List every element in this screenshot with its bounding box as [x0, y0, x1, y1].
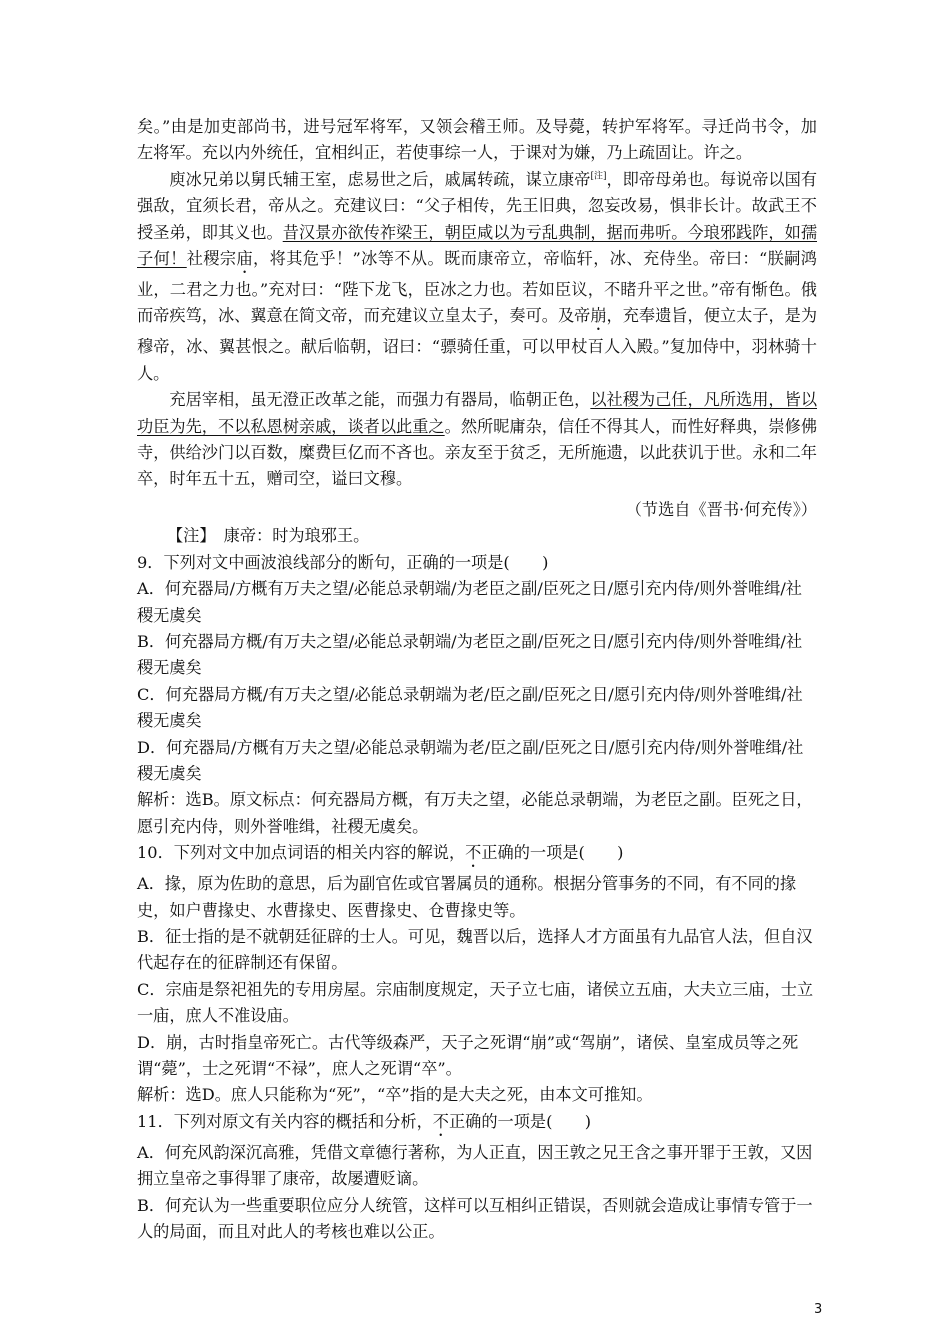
document-body [137, 114, 817, 1245]
passage-paragraph-2 [137, 167, 817, 387]
text-segment: 充居宰相，虽无澄正改革之能，而强力有器局，临朝正色， [169, 390, 591, 410]
question-11-option-b: B．何充认为一些重要职位应分人统管，这样可以互相纠正错误，否则就会造成让事情专管于一人的局面，而且对此人的考核也难以公正。 [137, 1195, 813, 1242]
dotted-word-bu: 不 [465, 843, 482, 863]
underlined-sentence: 以社稷为己任，凡所选用，皆以功臣为先，不以私恩树亲戚，谈者以此重之 [137, 390, 818, 436]
text-segment: 。然所昵庸杂，信任不得其人，而性好释典，崇修佛寺，供给沙门以百数，糜费巨亿而不吝也。亲友至于贫乏，无所施遗，以此获讥于世。永和二年卒，时年五十五，赠司空，谥曰文穆。 [137, 416, 818, 489]
text-segment: ，充奉遗旨，便立太子，是为穆帝，冰、翼甚恨之。献后临朝，诏曰：“骠骑任重，可以甲杖百人入殿。”复加侍中，羽林骑十人。 [137, 306, 818, 383]
question-9-option-b: B．何充器局方概/有万夫之望/必能总录朝端/为老臣之副/臣死之日/愿引充内侍/则外誉唯缉/社稷无虞矣 [137, 631, 803, 678]
stem-text: 正确的一项是( ) [448, 1111, 592, 1131]
dotted-word-bu: 不 [432, 1111, 449, 1131]
stem-text: 正确的一项是( ) [481, 843, 624, 863]
text-segment: ，将其危乎！”冰等不从。既而康帝立，帝临轩，冰、充侍坐。帝曰：“朕嗣鸿业，二君之力也。”充对曰：“陛下龙飞，臣冰之力也。若如臣议，不睹升平之世。”帝有惭色。俄而帝疾笃，冰、翼意在简文帝，而充建议立皇太子，奏可。及帝 [137, 249, 817, 326]
question-10-option-c: C．宗庙是祭祀祖先的专用房屋。宗庙制度规定，天子立七庙，诸侯立五庙，大夫立三庙，士立一庙，庶人不准设庙。 [137, 979, 814, 1026]
question-9-analysis: 解析：选B。原文标点：何充器局方概，有万夫之望，必能总录朝端，为老臣之副。臣死之日，愿引充内侍，则外誉唯缉，社稷无虞矣。 [137, 790, 813, 836]
annotation-note: 【注】 康帝：时为琅邪王。 [167, 526, 370, 546]
text-segment: 庾冰兄弟以舅氏辅王室，虑易世之后，戚属转疏，谋立康帝 [169, 169, 591, 189]
underlined-sentence: 昔汉景亦欲传祚梁王，朝臣咸以为亏乱典制，据而弗听。今琅邪践阼，如孺子何！ [137, 222, 818, 269]
dotted-word-miao: 庙 [236, 249, 254, 269]
note-marker: [注] [590, 171, 607, 182]
stem-text: 10．下列对文中加点词语的相关内容的解说， [137, 843, 466, 863]
question-10-option-b: B．征士指的是不就朝廷征辟的士人。可见，魏晋以后，选择人才方面虽有九品官人法，但自汉代起存在的征辟制还有保留。 [137, 926, 813, 973]
text-segment: 社稷宗 [186, 249, 237, 269]
question-10-stem [137, 840, 817, 871]
question-10-option-d: D．崩，古时指皇帝死亡。古代等级森严，天子之死谓“崩”或“驾崩”，诸侯、皇室成员等之死谓“薨”，士之死谓“不禄”，庶人之死谓“卒”。 [137, 1032, 799, 1078]
question-9-stem: 9．下列对文中画波浪线部分的断句，正确的一项是( ) [137, 552, 549, 572]
question-11-option-a: A．何充风韵深沉高雅，凭借文章德行著称，为人正直，因王敦之兄王含之事开罪于王敦，又因拥立皇帝之事得罪了康帝，故屡遭贬谪。 [137, 1142, 813, 1189]
question-11-stem [137, 1109, 817, 1140]
source-citation: （节选自《晋书·何充传》） [625, 499, 817, 519]
stem-text: 11．下列对原文有关内容的概括和分析， [137, 1111, 433, 1131]
question-10-option-a: A．掾，原为佐助的意思，后为副官佐或官署属员的通称。根据分管事务的不同，有不同的掾史，如户曹掾史、水曹掾史、医曹掾史、仓曹掾史等。 [137, 874, 797, 920]
question-9-option-c: C．何充器局方概/有万夫之望/必能总录朝端为老/臣之副/臣死之日/愿引充内侍/则外誉唯缉/社稷无虞矣 [137, 684, 803, 731]
page-number: 3 [814, 1302, 823, 1317]
passage-paragraph-3 [137, 387, 817, 493]
dotted-word-beng: 崩 [590, 306, 607, 326]
passage-paragraph-1: 矣。”由是加吏部尚书，进号冠军将军，又领会稽王师。及导薨，转护军将军。寻迁尚书令，加左将军。充以内外统任，宜相纠正，若使事综一人，于课对为嫌，乃上疏固让。许之。 [137, 117, 817, 163]
question-9-option-d: D．何充器局/方概有万夫之望/必能总录朝端为老/臣之副/臣死之日/愿引充内侍/则外誉唯缉/社稷无虞矣 [137, 737, 804, 783]
question-10-analysis: 解析：选D。庶人只能称为“死”，“卒”指的是大夫之死，由本文可推知。 [137, 1085, 653, 1105]
text-segment: ，即帝母弟也。每说帝以国有强敌，宜须长君，帝从之。充建议曰：“父子相传，先王旧典，忽妄改易，惧非长计。故武王不授圣弟，即其义也。 [137, 169, 818, 242]
question-9-option-a: A．何充器局/方概有万夫之望/必能总录朝端/为老臣之副/臣死之日/愿引充内侍/则外誉唯缉/社稷无虞矣 [137, 579, 802, 625]
